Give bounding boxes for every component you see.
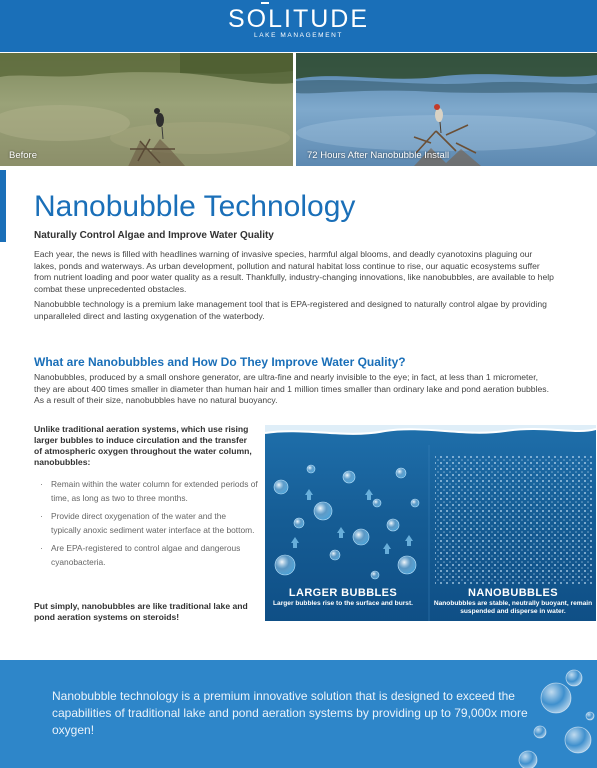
solitude-logo[interactable] (0, 6, 597, 40)
benefits-list (40, 478, 258, 574)
nanobubbles-description: Nanobubbles are stable, neutrally buoyant, remain suspended and disperse in water. (433, 600, 593, 615)
logo-macron (261, 2, 269, 4)
definition-paragraph: Nanobubble technology is a premium lake management tool that is EPA-registered and designed to naturally control algae by providing unparalleled direct and lasting oxygenation of the waterbody. (34, 299, 547, 321)
after-photo (296, 53, 597, 166)
comparison-intro: Unlike traditional aeration systems, which use rising larger bubbles to induce circulation and the transfer of atmospheric oxygen throughout the water column, nanobubbles: (34, 424, 252, 467)
before-caption: Before (9, 150, 37, 161)
footer-banner (0, 660, 597, 768)
header-bar (0, 0, 597, 52)
bubbles-illustration (265, 425, 596, 621)
summary-statement: Put simply, nanobubbles are like traditional lake and pond aeration systems on steroids! (34, 601, 248, 622)
larger-bubbles-title: LARGER BUBBLES (288, 587, 398, 599)
list-item: · Are EPA-registered to control algae and dangerous cyanobacteria. (40, 542, 258, 569)
list-item: · Remain within the water column for extended periods of time, as long as two to three months. (40, 478, 258, 505)
before-photo-image (0, 53, 293, 166)
after-caption: 72 Hours After Nanobubble Install (307, 150, 450, 161)
page-title: Nanobubble Technology (34, 190, 356, 223)
nanobubble-paragraph: Nanobubbles, produced by a small onshore generator, are ultra-fine and nearly invisible to the eye; in fact, at less than 1 micrometer, they are about 400 times smaller in diameter than human hair and 1 million times smaller than ordinary lake and pond aeration bubbles. As a result of their size, nanobubbles have no natural buoyancy. (34, 372, 549, 405)
logo-wordmark: SOLITUDE (227, 5, 370, 33)
page-subtitle: Naturally Control Algae and Improve Water Quality (34, 230, 274, 241)
nanobubbles-title: NANOBUBBLES (468, 587, 558, 599)
accent-bar (0, 170, 6, 242)
logo-tagline: LAKE MANAGEMENT (253, 32, 343, 39)
section-heading: What are Nanobubbles and How Do They Improve Water Quality? (34, 355, 406, 369)
list-item: · Provide direct oxygenation of the water and the typically anoxic sediment water interface at the bottom. (40, 510, 258, 537)
footer-callout: Nanobubble technology is a premium innovative solution that is designed to exceed the capabilities of traditional lake and pond aeration systems by providing up to 79,000x more oxygen! (52, 689, 528, 737)
larger-bubbles-description: Larger bubbles rise to the surface and burst. (273, 600, 413, 607)
before-photo (0, 53, 293, 166)
intro-paragraph: Each year, the news is filled with headlines warning of invasive species, harmful algal blooms, and deadly cyanotoxins plaguing our lakes, ponds and waterways. As urban development, pollution and natural habitat loss continue to rise, our aquatic ecosystems suffer from nutrient loading and poor water quality as a result. Thankfully, industry-changing innovations, like nanobubbles, are available to help combat these unprecedented obstacles. (34, 249, 554, 294)
